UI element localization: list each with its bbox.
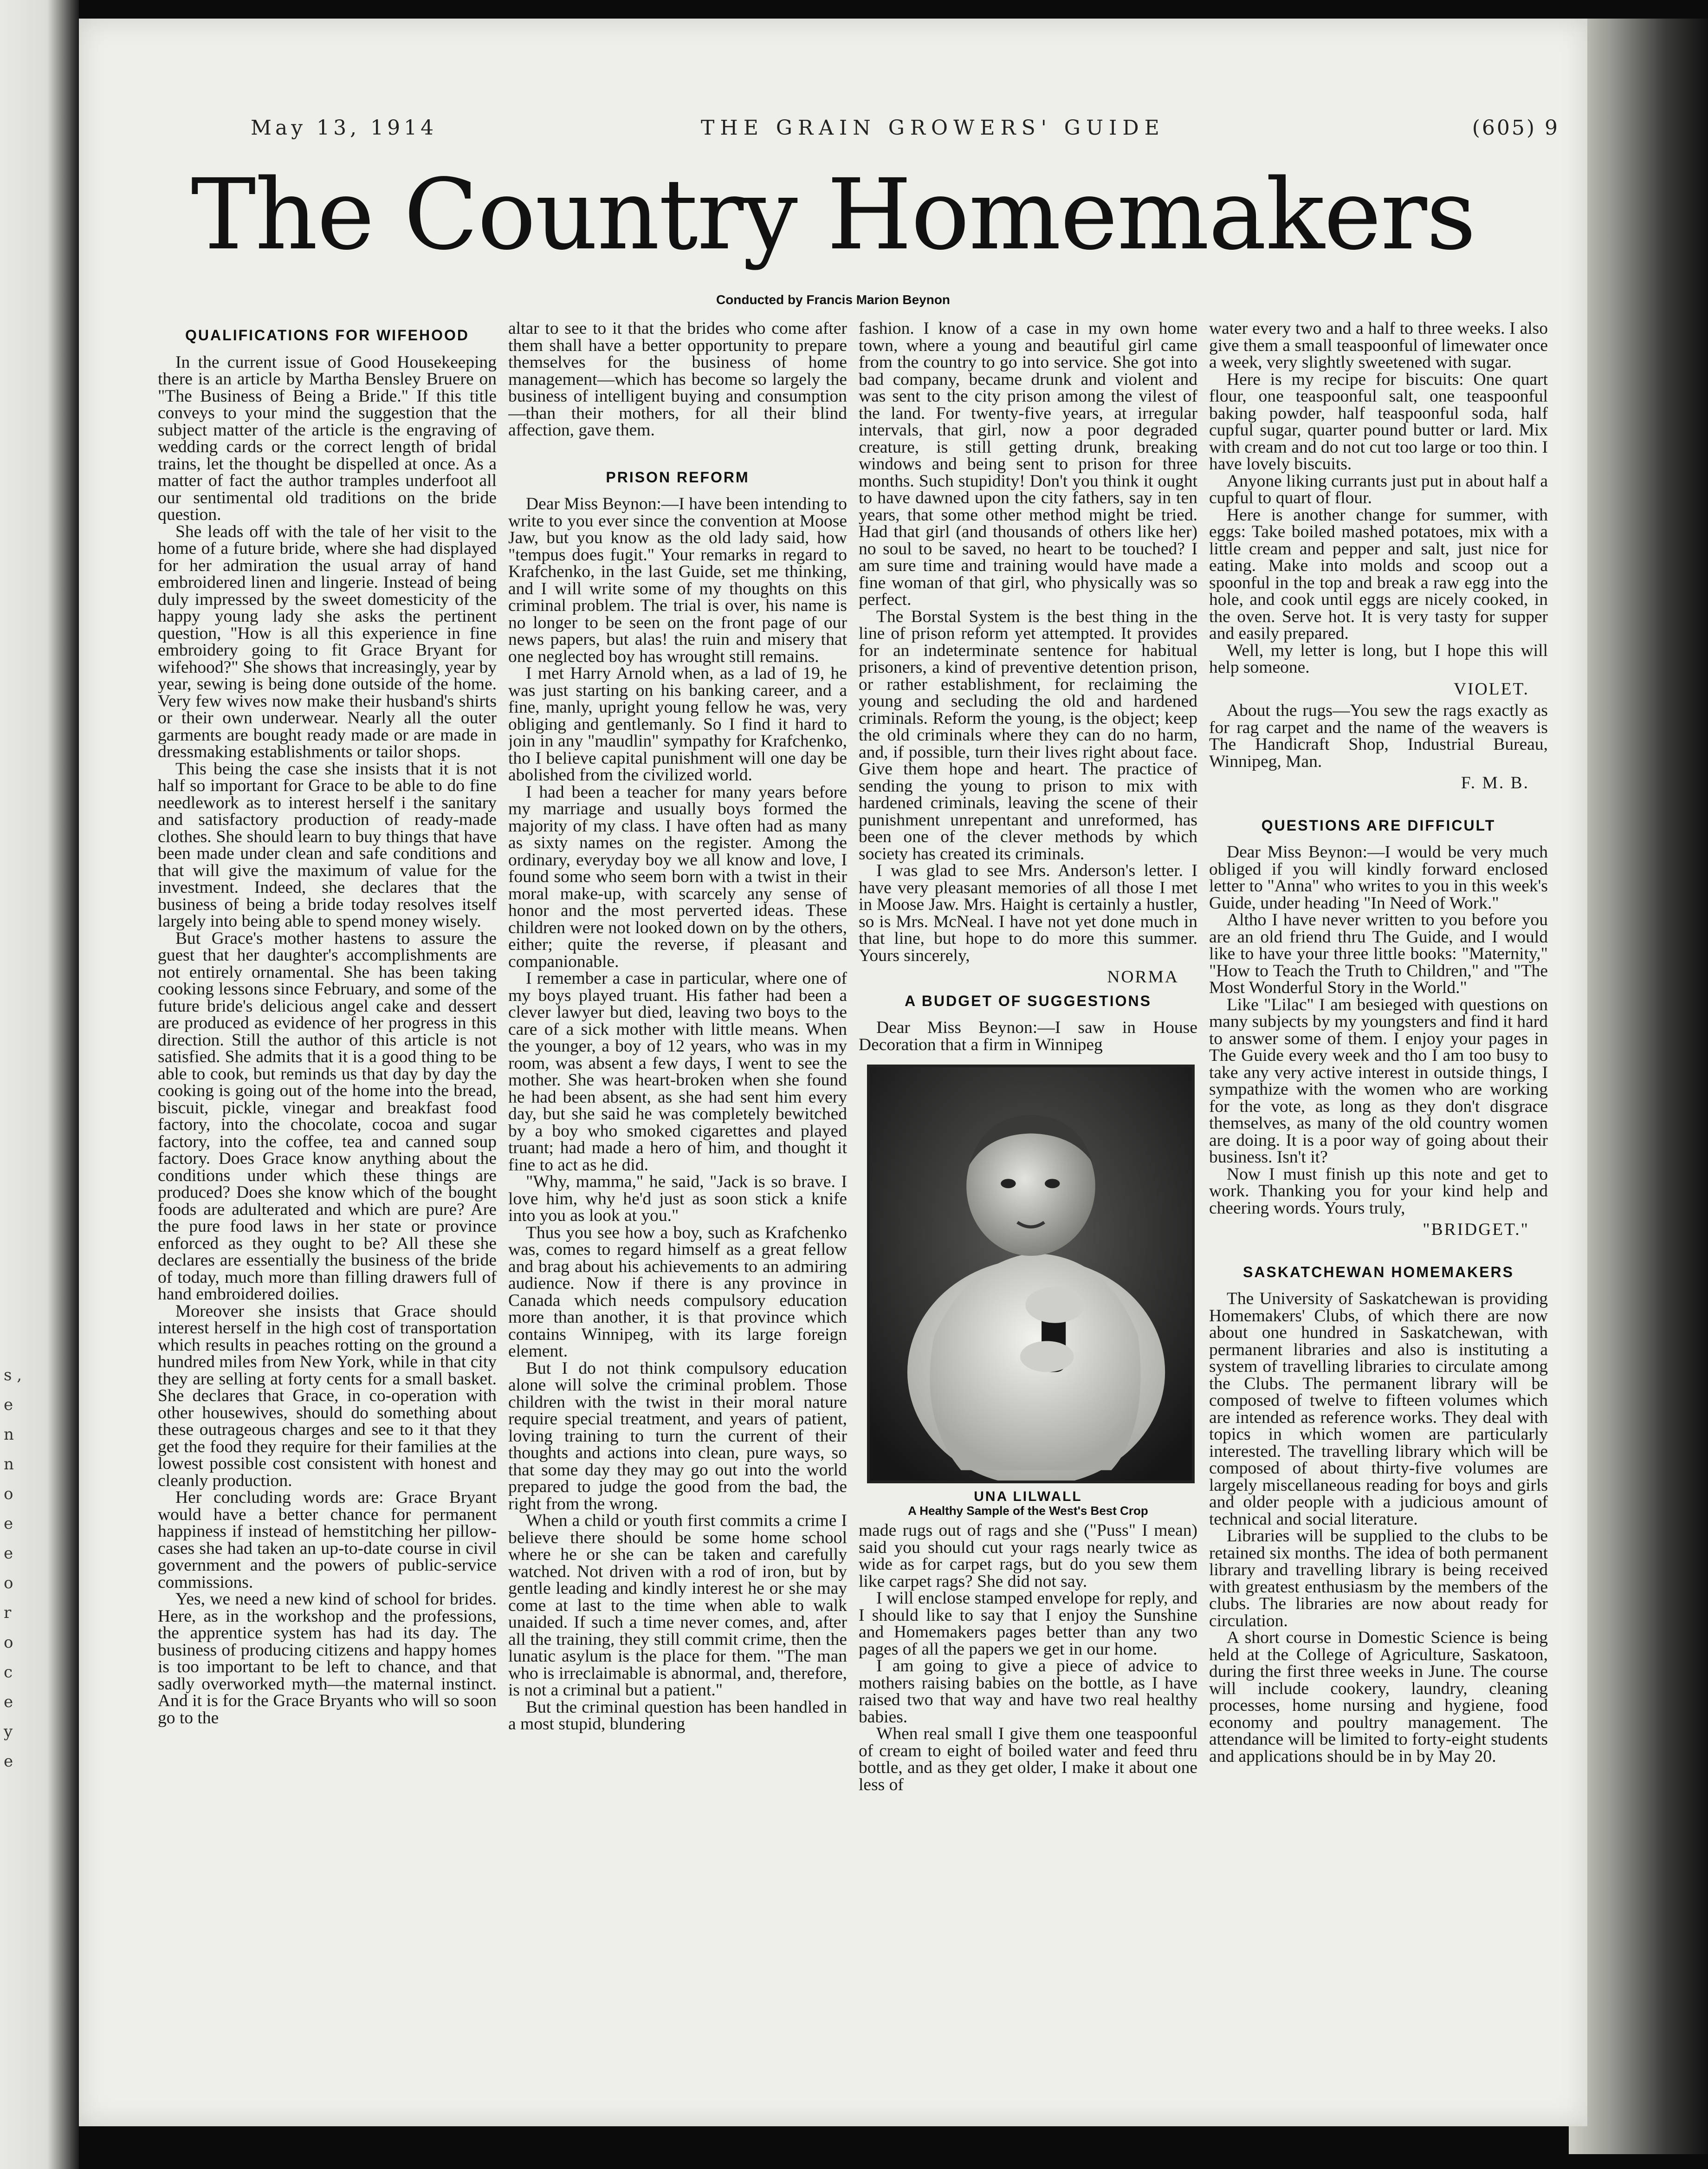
paragraph: The Borstal System is the best thing in the line of prison reform yet attempted. It provides for an indeterminate sentence for habitual prisoners, a kind of preventive detention prison, or rather establishment, for reclaiming the young and secluding the old and hardened criminals. Reform the young, is the object; keep the old criminals where they can do no harm, and, if possible, turn their lives right about face. Give them hope and heart. The practice of sending the young to prison to mix with hardened criminals, leaving the scene of their punishment unrepentant and unreformed, has been one of the clever methods by which society has created its criminals. — [859, 607, 1197, 864]
paragraph: Here is another change for summer, with eggs: Take boiled mashed potatoes, mix with a little cream and pepper and salt, just nice for eating. Make into molds and scoop out a spoonful in the top and break a raw egg into the hole, and cook until eggs are nicely cooked, in the oven. Serve hot. It is very tasty for supper and easily prepared. — [1209, 505, 1548, 643]
paragraph: I had been a teacher for many years before my marriage and usually boys formed the majority of my class. I have often had as many as sixty names on the register. Among the ordinary, everyday boy we all know and love, I found some who seem born with a twist in their moral make-up, with scarcely any sense of honor and the most perverted ideas. These children were not looked down on by the others, either; quite the reverse, if pleasant and companionable. — [508, 782, 847, 971]
left-margin-marks: s , e n n o e e o r o c e y e — [4, 1366, 22, 1771]
paragraph: I will enclose stamped envelope for reply, and I should like to say that I enjoy the Sunshine and Homemakers pages better than any two pages of all the papers we get in our home. — [859, 1589, 1197, 1659]
paragraph: In the current issue of Good Housekeeping there is an article by Martha Bensley Bruere on "The Business of Being a Bride." If this title conveys to your mind the suggestion that the subject matter of the article is the engraving of wedding cards or the correct length of bridal trains, let the thought be dispelled at once. As a matter of fact the author tramples underfoot all our sentimental old traditions on the bride question. — [158, 352, 497, 524]
paragraph: fashion. I know of a case in my own home town, where a young and beautiful girl came from the country to go into service. She got into bad company, became drunk and violent and was sent to the city prison among the vilest of the land. For twenty-five years, at irregular intervals, that girl, now a poor degraded creature, is still getting drunk, breaking windows and being sent to prison for three months. Such stupidity! Don't you think it ought to have dawned upon the city fathers, say in ten years, that some other method might be tried. Had that girl (and thousands of others like her) no soul to be saved, no heart to be touched? I am sure time and training would have made a fine woman of that girl, who physically was so perfect. — [859, 320, 1197, 609]
baby-photo — [867, 1065, 1195, 1483]
photo-caption-text: A Healthy Sample of the West's Best Crop — [908, 1504, 1148, 1518]
paragraph: Here is my recipe for biscuits: One quart flour, one teaspoonful salt, one teaspoonful baking powder, half teaspoonful soda, half cupful sugar, quarter pound butter or lard. Mix with cream and do not cut too large or too thin. I have lovely biscuits. — [1209, 370, 1548, 474]
paragraph: altar to see to it that the brides who come after them shall have a better opportunity to prepare themselves for the business of home management—which has become so largely the business of intelligent buying and consumption—than their mothers, for all their blind affection, gave them. — [508, 320, 847, 440]
article-heading: SASKATCHEWAN HOMEMAKERS — [1243, 1263, 1514, 1280]
column-3 — [859, 320, 1197, 2108]
signature: NORMA — [1107, 968, 1179, 987]
byline: Conducted by Francis Marion Beynon — [716, 292, 951, 307]
baby-photo-image — [870, 1067, 1192, 1481]
article-heading: QUESTIONS ARE DIFFICULT — [1261, 817, 1496, 834]
paragraph: But the criminal question has been handled in a most stupid, blundering — [508, 1697, 847, 1734]
paragraph: She leads off with the tale of her visit to the home of a future bride, where she had displayed for her admiration the usual array of hand embroidered linen and lingerie. Instead of being duly impressed by the sweet domesticity of the happy young lady she asks the pertinent question, "How is all this experience in fine embroidery going to fit Grace Bryant for wifehood?" She shows that increasingly, year by year, sewing is being done outside of the home. Very few wives now make their husband's shirts or their own underwear. Nearly all the outer garments are bought ready made or are made in dressmaking establishments or tailor shops. — [158, 522, 497, 761]
paragraph: Thus you see how a boy, such as Krafchenko was, comes to regard himself as a great fellow and brag about his achievements to an admiring audience. Now if there is any province in Canada which needs compulsory education more than another, it is that province which contains Winnipeg, with its large foreign element. — [508, 1223, 847, 1361]
paragraph: Altho I have never written to you before you are an old friend thru The Guide, and I would like to have your three little books: "Maternity," "How to Teach the Truth to Children," and "The Most Wonderful Story in the World." — [1209, 910, 1548, 997]
page-title: The Country Homemakers — [191, 158, 1475, 272]
paragraph: I remember a case in particular, where one of my boys played truant. His father had been a clever lawyer but died, leaving two boys to the care of a sick mother with little means. When the younger, a boy of 12 years, who was in my room, was absent a few days, I went to see the mother. She was heart-broken when she found he had been absent, as she had sent him every day, but she said he was completely bewitched by a boy who smoked cigarettes and played truant; had made a hero of him, and thought it fine to act as he did. — [508, 969, 847, 1175]
photo-subject-name: UNA LILWALL — [974, 1489, 1082, 1504]
article-heading: PRISON REFORM — [606, 468, 750, 486]
paragraph: I met Harry Arnold when, as a lad of 19, he was just starting on his banking career, and a fine, manly, upright young fellow he was, very obliging and gentlemanly. So I find it hard to join in any "maudlin" sympathy for Krafchenko, tho I believe capital punishment will one day be abolished from the civilized world. — [508, 664, 847, 785]
paragraph: When a child or youth first commits a crime I believe there should be some home school where he or she can be taken and carefully watched. Not driven with a rod of iron, but by gentle leading and kindly interest he or she may come at last to the time when able to walk unaided. If such a time never comes, and, after all the training, they still commit crime, then the lunatic asylum is the place for them. "The man who is irreclaimable is abnormal, and, therefore, is not a criminal but a patient." — [508, 1511, 847, 1700]
paragraph: A short course in Domestic Science is being held at the College of Agriculture, Saskatoon, during the first three weeks in June. The course will include cookery, laundry, cleaning processes, home nursing and hygiene, food economy and poultry management. The attendance will be limited to forty-eight students and applications should be in by May 20. — [1209, 1628, 1548, 1766]
article-heading: QUALIFICATIONS FOR WIFEHOOD — [185, 327, 469, 344]
column-4 — [1209, 320, 1548, 2108]
left-page-edge — [0, 0, 79, 2169]
article-heading: A BUDGET OF SUGGESTIONS — [905, 992, 1152, 1009]
paragraph: water every two and a half to three weeks. I also give them a small teaspoonful of limewater once a week, very slightly sweetened with sugar. — [1209, 320, 1548, 372]
paragraph: Moreover she insists that Grace should interest herself in the high cost of transportation which results in peaches rotting on the ground a hundred miles from New York, while in that city they are selling at forty cents for a small basket. She declares that Grace, in co-operation with other housewives, should do something about these outrageous charges and see to it that they get the food they require for their families at the lowest possible cost consistent with honest and cleanly production. — [158, 1301, 497, 1490]
paragraph: But I do not think compulsory education alone will solve the criminal problem. Those children with the twist in their moral nature require special treatment, and years of patient, loving training to turn the current of their thoughts and actions into clean, pure ways, so that some day they may go out into the world prepared to judge the good from the bad, the right from the wrong. — [508, 1358, 847, 1513]
editor-initials: F. M. B. — [1461, 773, 1529, 792]
column-1 — [158, 320, 497, 2108]
paragraph: Dear Miss Beynon:—I have been intending to write to you ever since the convention at Moose Jaw, but you know as the old lady said, how "tempus does fugit." Your remarks in regard to Krafchenko, in the last Guide, set me thinking, and I will write some of my thoughts on this criminal problem. The trial is over, his name is no longer to be seen on the front page of our news papers, but alas! the ruin and misery that one neglected boy has wrought still remains. — [508, 494, 847, 666]
binding-spine — [1569, 19, 1708, 2154]
paragraph: But Grace's mother hastens to assure the guest that her daughter's accomplishments are not entirely ornamental. She has been taking cooking lessons since February, and some of the future bride's delicious angel cake and dessert are produced as evidence of her progress in this direction. Still the author of this article is not satisfied. She admits that it is a good thing to be able to cook, but reminds us that day by day the cooking is going out of the home into the bread, biscuit, pickle, vinegar and breakfast food factory, into the chocolate, cocoa and sugar factory, into the coffee, tea and canned soup factory. Does Grace know anything about the conditions under which these things are produced? Does she know which of the bought foods are adulterated and which are pure? Are the pure food laws in her state or province enforced as they ought to be? All these she declares are essentially the business of the bride of today, much more than filling drawers full of hand embroidered doilies. — [158, 929, 497, 1304]
paragraph: made rugs out of rags and she ("Puss" I mean) said you should cut your rags nearly twice as wide as for carpet rags, but do you sew them like carpet rags? She did not say. — [859, 1521, 1197, 1591]
column-2 — [508, 320, 847, 2108]
paragraph: "Why, mamma," he said, "Jack is so brave. I love him, why he'd just as soon stick a knife into you as look at you." — [508, 1172, 847, 1225]
publication-name: THE GRAIN GROWERS' GUIDE — [701, 116, 1165, 140]
paragraph: Libraries will be supplied to the clubs to be retained six months. The idea of both permanent library and travelling library is being received with greatest enthusiasm by the members of the clubs. The libraries are now about ready for circulation. — [1209, 1526, 1548, 1630]
paragraph: This being the case she insists that it is not half so important for Grace to be able to do fine needlework as to interest herself i the sanitary and satisfactory production of ready-made clothes. She should learn to buy things that have been made under clean and safe conditions and that will give the maximum of value for the investment. Indeed, she declares that the business of being a bride today resolves itself largely into being able to spend money wisely. — [158, 759, 497, 931]
paragraph: I am going to give a piece of advice to mothers raising babies on the bottle, as I have raised two that way and have two real healthy babies. — [859, 1656, 1197, 1727]
paragraph: I was glad to see Mrs. Anderson's letter. I have very pleasant memories of all those I met in Moose Jaw. Mrs. Haight is certainly a hustler, so is Mrs. McNeal. I have not yet done much in that line, but hope to do more this summer. Yours sincerely, — [859, 861, 1197, 965]
photo-block — [867, 1065, 1189, 1518]
photo-caption — [867, 1490, 1189, 1518]
paragraph: Well, my letter is long, but I hope this will help someone. — [1209, 641, 1548, 677]
paragraph: Anyone liking currants just put in about half a cupful to quart of flour. — [1209, 471, 1548, 507]
paragraph: Her concluding words are: Grace Bryant would have a better chance for permanent happiness if instead of hemstitching her pillow-cases she had taken an up-to-date course in civil government and the powers of public-service commissions. — [158, 1488, 497, 1592]
paragraph: Now I must finish up this note and get to work. Thanking you for your kind help and cheering words. Yours truly, — [1209, 1164, 1548, 1218]
issue-date: May 13, 1914 — [251, 116, 438, 140]
paragraph: Dear Miss Beynon:—I would be very much obliged if you will kindly forward enclosed letter to "Anna" who writes to you in this week's Guide, under heading "In Need of Work." — [1209, 843, 1548, 913]
page-number: (605) 9 — [1472, 116, 1559, 140]
paragraph: Like "Lilac" I am besieged with questions on many subjects by my youngsters and find it hard to answer some of them. I enjoy your pages in The Guide every week and tho I am too busy to take any very active interest in outside things, I sympathize with the women who are working for the vote, as long as they don't disgrace themselves, as many of the old country women are doing. It is a poor way of going about their business. Isn't it? — [1209, 995, 1548, 1167]
signature: VIOLET. — [1454, 679, 1529, 699]
paragraph: Dear Miss Beynon:—I saw in House Decoration that a firm in Winnipeg — [859, 1018, 1197, 1054]
paragraph: When real small I give them one teaspoonful of cream to eight of boiled water and feed thru bottle, and as they get older, I make it about one less of — [859, 1724, 1197, 1794]
paragraph: Yes, we need a new kind of school for brides. Here, as in the workshop and the professions, the apprentice system has had its day. The business of producing citizens and happy homes is too important to be left to chance, and that sadly overworked myth—the maternal instinct. And it is for the Grace Bryants who will so soon go to the — [158, 1590, 497, 1727]
paragraph: The University of Saskatchewan is providing Homemakers' Clubs, of which there are now about one hundred in Saskatchewan, with permanent libraries and also is instituting a system of travelling libraries to circulate among the Clubs. The permanent library will be composed of twelve to fifteen volumes which are intended as reference works. They deal with topics in which women are particularly interested. The travelling library which will be composed of about thirty-five volumes are largely miscellaneous reading for boys and girls and older people with a judicious amount of technical and social literature. — [1209, 1289, 1548, 1529]
paragraph: About the rugs—You sew the rags exactly as for rag carpet and the name of the weavers is The Handicraft Shop, Industrial Bureau, Winnipeg, Man. — [1209, 701, 1548, 771]
signature: "BRIDGET." — [1423, 1220, 1529, 1239]
newspaper-page — [79, 19, 1587, 2126]
